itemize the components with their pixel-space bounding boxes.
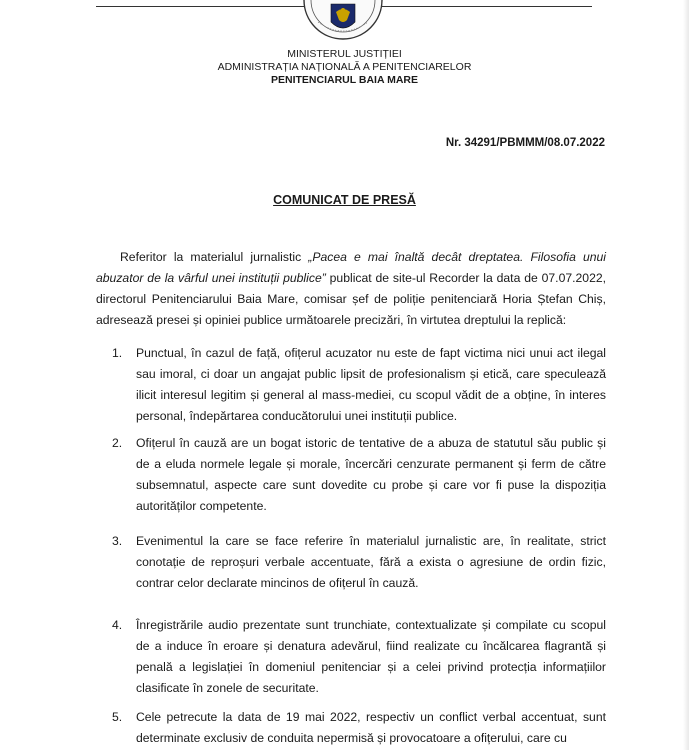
list-item <box>112 707 606 749</box>
header-administration: ADMINISTRAȚIA NAȚIONALĂ A PENITENCIARELOR <box>217 61 472 73</box>
list-item-number: 4. <box>112 618 123 632</box>
header-penitentiary: PENITENCIARUL BAIA MARE <box>270 74 418 86</box>
list-item-number: 3. <box>112 534 123 548</box>
list-item-number: 5. <box>112 710 123 724</box>
article-title: „Pacea e mai înaltă decât dreptatea. Filosofia unui abuzator de la vârful unei instituții publice” <box>96 250 606 285</box>
document-title: COMUNICAT DE PRESĂ <box>273 193 416 207</box>
list-item-text: Ofițerul în cauză are un bogat istoric de tentative de a abuza de statutul său public și de a eluda normele legale și morale, încercări cenzurate permanent și ferm de către subsemnatul, aspecte care sunt dovedite cu probe și care vor fi puse la dispoziția autorităților competente. <box>136 436 606 513</box>
intro-text-end: publicat de site-ul Recorder la data de 07.07.2022, directorul Penitenciarului Baia Mare, comisar șef de poliție penitenciară Horia Ștefan Chiș, adresează presei și opiniei publice următoarele precizări, în virtutea dreptului la replică: <box>96 271 607 327</box>
page-edge-shadow <box>683 0 689 750</box>
header-ministry: MINISTERUL JUSTIȚIEI <box>287 48 402 60</box>
list-item-text: Punctual, în cazul de față, ofițerul acuzator nu este de fapt victima nici unui act ilegal sau imoral, ci doar un angajat public lipsit de profesionalism și etică, care speculează ilicit interesul legitim și general al mass-mediei, cu scopul vădit de a obține, în interes personal, îndepărtarea conducătorului unei instituții publice. <box>136 346 606 423</box>
list-item <box>112 531 606 594</box>
reference-number: Nr. 34291/PBMMM/08.07.2022 <box>445 137 605 149</box>
institution-header <box>0 48 689 87</box>
list-item <box>112 343 606 427</box>
list-item-number: 2. <box>112 436 123 450</box>
list-item-text: Înregistrările audio prezentate sunt trunchiate, contextualizate și compilate cu scopul de a induce în eroare și denatura adevărul, fiind realizate cu încălcarea flagrantă și penală a legislației în domeniul penitenciar și a celei privind protecția informațiilor clasificate în zonele de securitate. <box>136 618 606 695</box>
intro-text-start: Referitor la materialul jurnalistic <box>120 250 309 264</box>
coat-of-arms-seal <box>298 0 388 42</box>
list-item <box>112 615 606 699</box>
list-item <box>112 433 606 517</box>
intro-paragraph <box>96 247 606 331</box>
list-item-text: Evenimentul la care se face referire în materialul jurnalistic are, în realitate, strict conotație de reproșuri verbale accentuate, fără a exista o agresiune de ordin fizic, contrar celor declarate mincinos de ofițerul în cauză. <box>136 534 606 590</box>
list-item-text: Cele petrecute la data de 19 mai 2022, respectiv un conflict verbal accentuat, sunt determinate exclusiv de conduita nepermisă și provocatoare a ofițerului, care cu <box>136 710 606 745</box>
list-item-number: 1. <box>112 346 123 360</box>
